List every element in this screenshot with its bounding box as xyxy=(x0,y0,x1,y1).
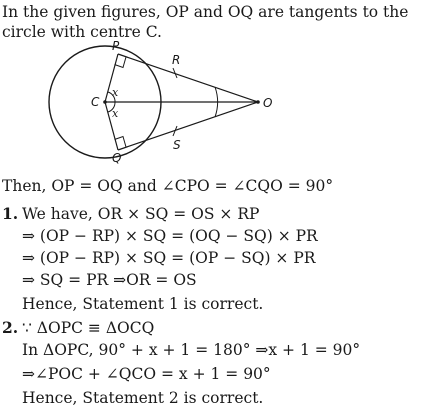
item-2-line-4: Hence, Statement 2 is correct. xyxy=(22,389,264,407)
label-r: R xyxy=(172,53,181,67)
item-1-line-1: We have, OR × SQ = OS × RP xyxy=(22,205,260,223)
point-o-dot xyxy=(256,100,260,104)
label-q: Q xyxy=(112,151,122,165)
item-1-line-4: ⇒ SQ = PR ⇒OR = OS xyxy=(22,271,197,289)
tangent-op xyxy=(118,54,258,102)
then-line: Then, OP = OQ and ∠CPO = ∠CQO = 90° xyxy=(2,177,334,195)
intro-line-1: In the given figures, OP and OQ are tangents to the xyxy=(2,3,409,21)
item-2-line-2: In ΔOPC, 90° + x + 1 = 180° ⇒x + 1 = 90° xyxy=(22,341,361,359)
tangent-figure xyxy=(40,40,280,166)
item-1-line-2: ⇒ (OP − RP) × SQ = (OQ − SQ) × PR xyxy=(22,227,318,245)
label-p: P xyxy=(112,39,120,53)
item-1-line-3: ⇒ (OP − RP) × SQ = (OP − SQ) × PR xyxy=(22,249,316,267)
label-c: C xyxy=(91,95,100,109)
label-x-upper: x xyxy=(112,86,119,99)
item-2-number: 2. xyxy=(2,318,19,337)
tangent-diagram xyxy=(40,40,280,166)
centre-dot xyxy=(103,100,107,104)
item-2-line-3: ⇒∠POC + ∠QCO = x + 1 = 90° xyxy=(22,365,271,383)
label-x-lower: x xyxy=(112,107,119,120)
tangent-oq xyxy=(118,102,258,150)
intro-line-2: circle with centre C. xyxy=(2,23,162,41)
item-1-line-5: Hence, Statement 1 is correct. xyxy=(22,295,264,313)
label-s: S xyxy=(173,138,181,152)
label-o: O xyxy=(263,96,273,110)
item-1-number: 1. xyxy=(2,204,19,223)
item-2-line-1: ∵ ΔOPC ≡ ΔOCQ xyxy=(22,319,155,337)
